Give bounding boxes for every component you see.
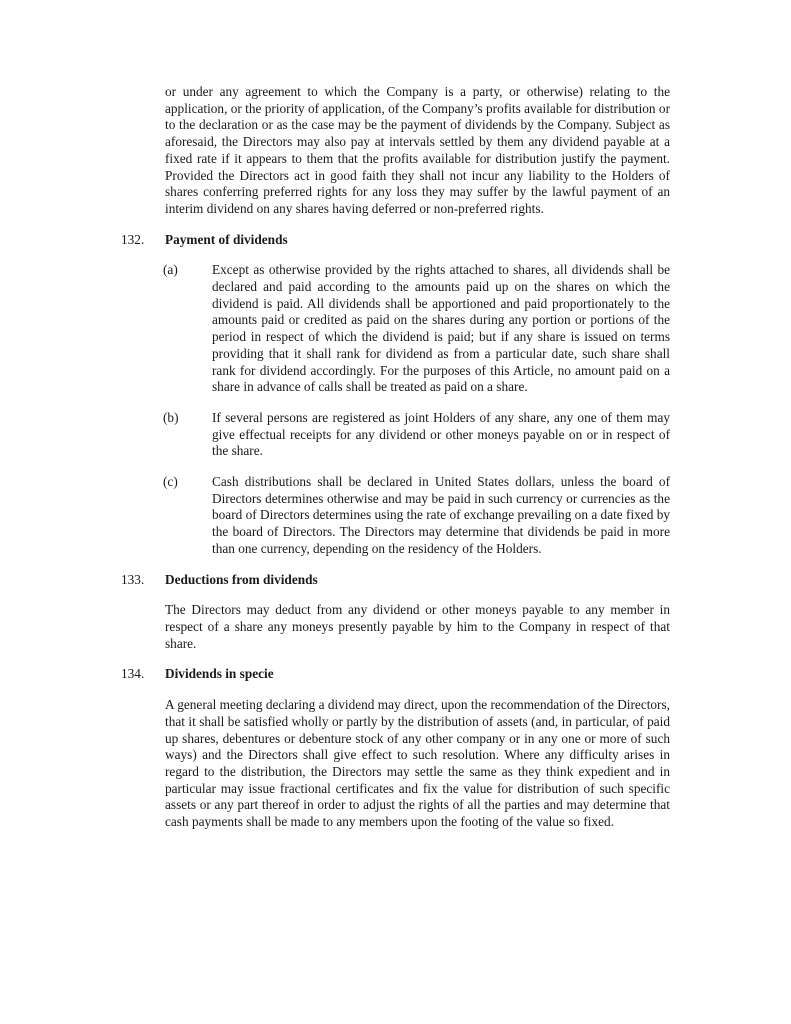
sub-item-label: (c) [163, 474, 178, 490]
sub-item-a [163, 262, 670, 396]
section-paragraph: A general meeting declaring a dividend may direct, upon the recommendation of the Directors, that it shall be satisfied wholly or partly by the distribution of assets (and, in particular, of paid up shares, debentures or debenture stock of any other company or in any one or more of such ways) and the Directors shall give effect to such resolution. Where any difficulty arises in regard to the distribution, the Directors may settle the same as they think expedient and in particular may issue fractional certificates and fix the value for distribution of such specific assets or any part thereof in order to adjust the rights of all the parties and may determine that cash payments shall be made to any members upon the footing of the value so fixed. [165, 697, 670, 830]
section-133 [121, 572, 670, 653]
continuation-paragraph: or under any agreement to which the Company is a party, or otherwise) relating to the application, or the priority of application, of the Company’s profits available for distribution or to the declaration or as the case may be the payment of dividends by the Company. Subject as aforesaid, the Directors may also pay at intervals settled by them any dividend payable at a fixed rate if it appears to them that the profits available for distribution justify the payment. Provided the Directors act in good faith they shall not incur any liability to the Holders of shares conferring preferred rights for any loss they may suffer by the lawful payment of an interim dividend on any shares having deferred or non-preferred rights. [165, 84, 670, 216]
page-content [121, 84, 670, 831]
section-paragraph: The Directors may deduct from any dividend or other moneys payable to any member in respect of a share any moneys presently payable by him to the Company in respect of that share. [165, 602, 670, 651]
section-title: Deductions from dividends [165, 571, 318, 587]
section-number: 132. [121, 231, 145, 247]
sub-item-text: If several persons are registered as joint Holders of any share, any one of them may give effectual receipts for any dividend or other moneys payable on or in respect of the share. [212, 409, 670, 459]
section-title: Payment of dividends [165, 231, 288, 247]
sub-item-label: (b) [163, 409, 179, 425]
section-132 [121, 232, 670, 558]
sub-item-label: (a) [163, 262, 178, 278]
sub-item-text: Cash distributions shall be declared in United States dollars, unless the board of Directors determines otherwise and may be paid in such currency or currencies as the board of Directors determines using the rate of exchange prevailing on a date fixed by the board of Directors. The Directors may determine that dividends be paid in more than one currency, depending on the residency of the Holders. [212, 474, 670, 556]
section-heading [121, 572, 670, 589]
section-number: 134. [121, 666, 145, 682]
section-134 [121, 666, 670, 830]
sub-item-text: Except as otherwise provided by the rights attached to shares, all dividends shall be declared and paid according to the amounts paid up on the shares on which the dividend is paid. All dividends shall be apportioned and paid proportionately to the amounts paid or credited as paid on the shares during any portion or portions of the period in respect of which the dividend is paid; but if any share is issued on terms providing that it shall rank for dividend as from a particular date, such share shall rank for dividend accordingly. For the purposes of this Article, no amount paid on a share in advance of calls shall be treated as paid on a share. [212, 262, 670, 395]
section-heading [121, 232, 670, 249]
sub-item-c [163, 474, 670, 558]
sub-item-b [163, 410, 670, 460]
section-heading [121, 666, 670, 683]
section-number: 133. [121, 571, 145, 587]
section-title: Dividends in specie [165, 666, 274, 682]
